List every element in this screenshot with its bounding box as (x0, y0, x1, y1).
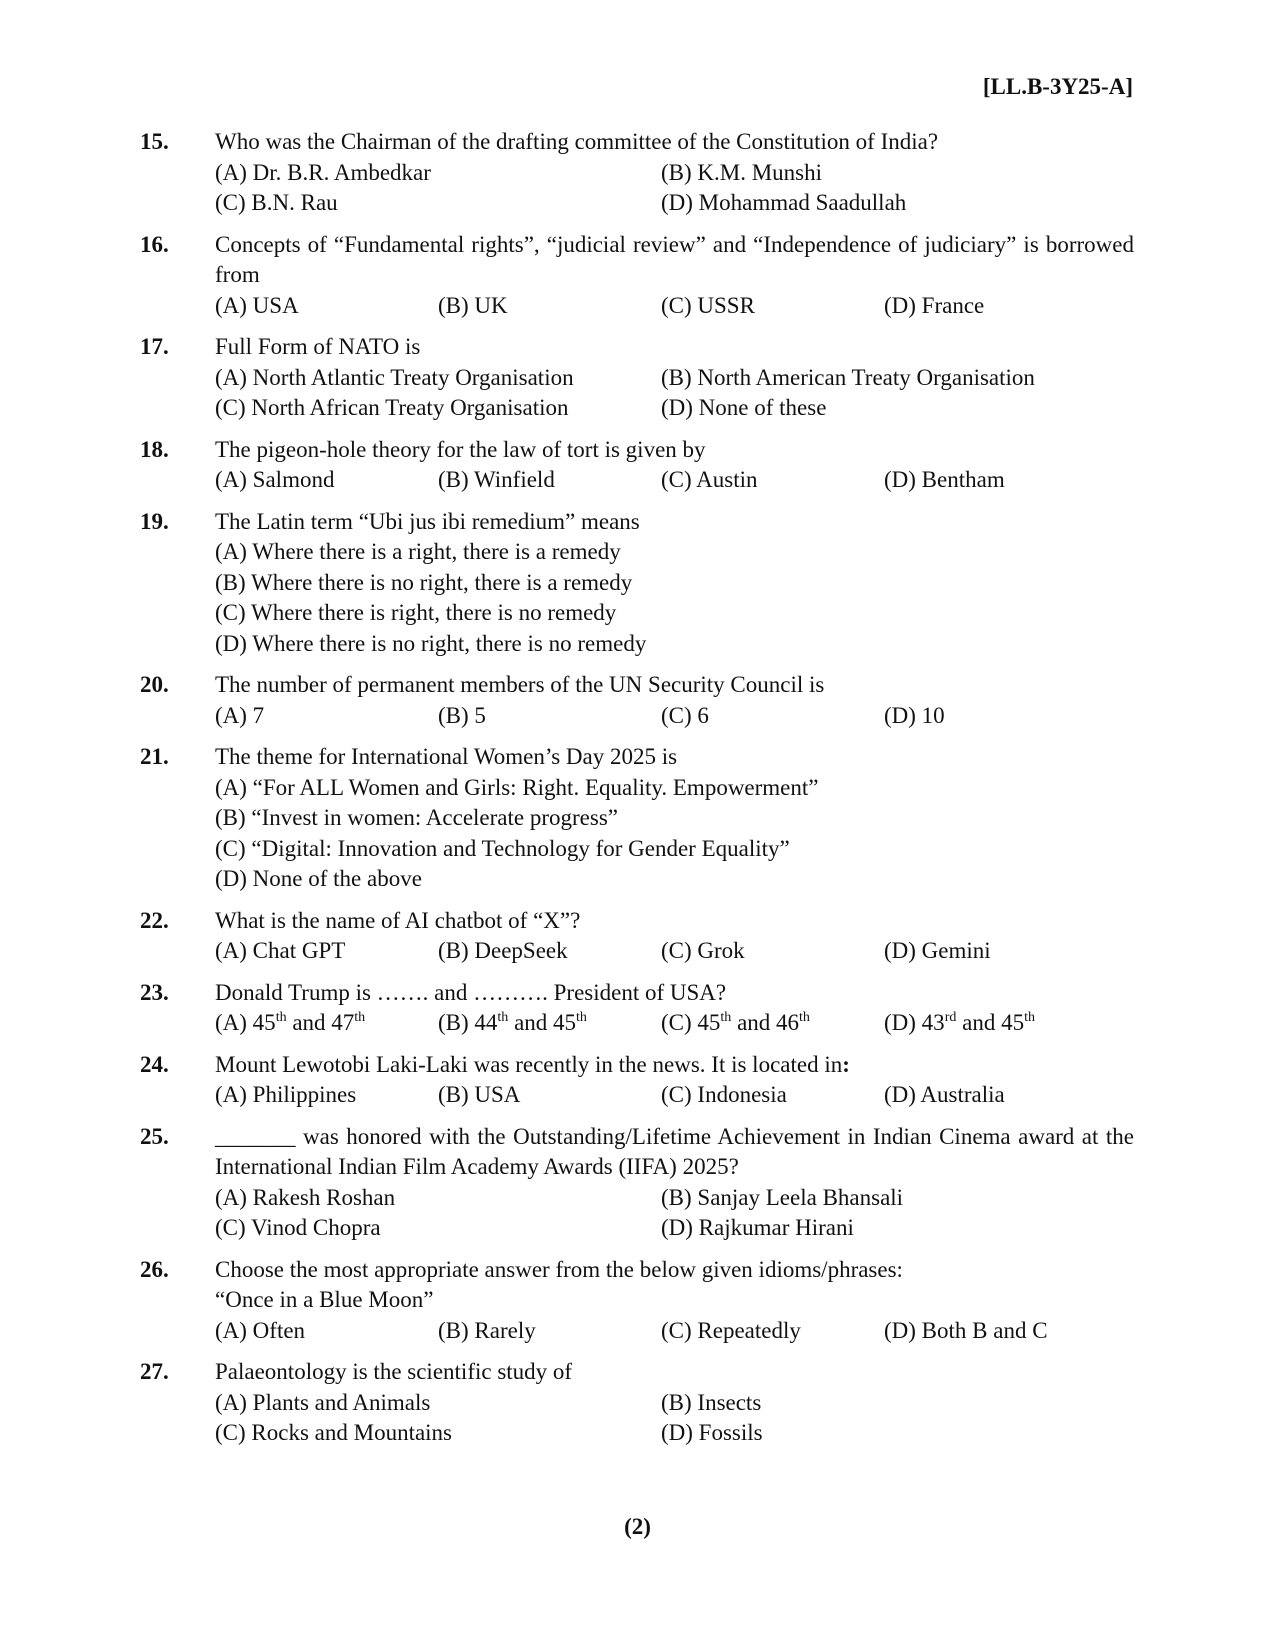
option-a: (A) Chat GPT (215, 938, 346, 963)
option-b: (B) “Invest in women: Accelerate progress” (215, 805, 618, 830)
option-d: (D) Rajkumar Hirani (661, 1215, 854, 1240)
option-c: (C) “Digital: Innovation and Technology for Gender Equality” (215, 835, 790, 861)
question-20 (140, 670, 1134, 731)
paper-code: [LL.B-3Y25-A] (982, 74, 1133, 99)
option-d: (D) Where there is no right, there is no remedy (215, 630, 647, 656)
options (215, 1008, 1134, 1039)
option-b: (B) Where there is no right, there is a remedy (215, 569, 633, 595)
question-number: 26. (140, 1256, 169, 1282)
question-number: 21. (140, 744, 169, 769)
option-d: (D) Fossils (661, 1420, 763, 1445)
question-number: 25. (140, 1123, 169, 1149)
question-list (140, 127, 1134, 1460)
question-19 (140, 507, 1134, 660)
question-number: 20. (140, 672, 169, 697)
options (215, 1316, 1134, 1347)
question-15 (140, 127, 1134, 219)
options (215, 158, 1134, 219)
question-number: 27. (140, 1359, 169, 1384)
question-stem: Mount Lewotobi Laki-Laki was recently in the news. It is located in: (215, 1051, 850, 1077)
question-26 (140, 1255, 1134, 1347)
question-stem: The pigeon-hole theory for the law of tort is given by (215, 436, 706, 462)
options (215, 936, 1134, 967)
idiom-phrase: “Once in a Blue Moon” (215, 1287, 434, 1312)
question-stem: The number of permanent members of the UN Security Council is (215, 672, 825, 697)
option-d: (D) Both B and C (884, 1317, 1048, 1343)
question-stem: Donald Trump is ……. and ………. President of USA? (215, 979, 727, 1005)
option-d: (D) Gemini (884, 938, 991, 963)
question-stem: The Latin term “Ubi jus ibi remedium” means (215, 508, 640, 534)
option-b: (B) K.M. Munshi (661, 159, 823, 185)
options (215, 701, 1134, 732)
options (215, 465, 1134, 496)
option-c: (C) Indonesia (661, 1082, 787, 1107)
question-17 (140, 332, 1134, 424)
option-a: (A) Philippines (215, 1082, 357, 1107)
option-c: (C) B.N. Rau (215, 190, 338, 215)
page-number: (2) (624, 1514, 651, 1539)
question-stem: What is the name of AI chatbot of “X”? (215, 907, 581, 933)
question-number: 24. (140, 1051, 169, 1077)
question-number: 15. (140, 129, 169, 154)
option-a: (A) USA (215, 292, 299, 318)
question-number: 16. (140, 231, 169, 257)
option-d: (D) Australia (884, 1082, 1005, 1107)
option-c: (C) 45th and 46th (661, 1010, 810, 1035)
question-number: 19. (140, 508, 169, 534)
options (215, 773, 1134, 895)
option-c: (C) Vinod Chopra (215, 1215, 381, 1240)
options (215, 291, 1134, 322)
question-16 (140, 230, 1134, 322)
option-c: (C) USSR (661, 292, 755, 318)
option-a: (A) Often (215, 1317, 306, 1343)
option-a: (A) 45th and 47th (215, 1010, 366, 1035)
option-a: (A) 7 (215, 702, 265, 728)
question-stem: Palaeontology is the scientific study of (215, 1359, 573, 1384)
question-number: 23. (140, 979, 169, 1005)
option-b: (B) 44th and 45th (438, 1010, 587, 1035)
options (215, 1183, 1134, 1244)
option-d: (D) 10 (884, 702, 945, 728)
option-b: (B) North American Treaty Organisation (661, 364, 1035, 390)
option-a: (A) Salmond (215, 467, 335, 492)
option-a: (A) Plants and Animals (215, 1389, 431, 1415)
option-d: (D) France (884, 292, 985, 318)
option-b: (B) Sanjay Leela Bhansali (661, 1184, 904, 1210)
options (215, 1080, 1134, 1111)
options (215, 363, 1134, 424)
option-d: (D) Mohammad Saadullah (661, 190, 907, 215)
option-c: (C) Rocks and Mountains (215, 1420, 453, 1445)
option-c: (C) North African Treaty Organisation (215, 395, 569, 420)
option-b: (B) USA (438, 1082, 521, 1107)
options (215, 1388, 1134, 1449)
question-number: 22. (140, 907, 169, 933)
option-b: (B) Rarely (438, 1317, 536, 1343)
question-stem: Choose the most appropriate answer from the below given idioms/phrases: (215, 1256, 903, 1282)
option-a: (A) Dr. B.R. Ambedkar (215, 159, 431, 185)
question-stem: Who was the Chairman of the drafting committee of the Constitution of India? (215, 129, 939, 154)
option-d: (D) Bentham (884, 467, 1005, 492)
option-a: (A) Rakesh Roshan (215, 1184, 396, 1210)
option-b: (B) Insects (661, 1389, 762, 1415)
option-d: (D) None of the above (215, 866, 422, 891)
option-a: (A) North Atlantic Treaty Organisation (215, 364, 574, 390)
question-22 (140, 906, 1134, 967)
question-21 (140, 742, 1134, 895)
option-b: (B) Winfield (438, 467, 555, 492)
option-b: (B) DeepSeek (438, 938, 568, 963)
question-stem: The theme for International Women’s Day 2025 is (215, 744, 678, 769)
question-stem: Full Form of NATO is (215, 334, 421, 359)
option-b: (B) UK (438, 292, 508, 318)
option-c: (C) Where there is right, there is no remedy (215, 600, 617, 625)
options (215, 537, 1134, 659)
question-24 (140, 1050, 1134, 1111)
question-number: 18. (140, 436, 169, 462)
question-number: 17. (140, 334, 169, 359)
question-stem: _______ was honored with the Outstanding/Lifetime Achievement in Indian Cinema award at the International Indian Film Academy Awards (IIFA) 2025? (215, 1123, 1134, 1179)
question-23 (140, 978, 1134, 1039)
option-c: (C) 6 (661, 702, 709, 728)
option-c: (C) Austin (661, 467, 758, 492)
option-d: (D) 43rd and 45th (884, 1010, 1035, 1035)
question-25 (140, 1122, 1134, 1244)
option-c: (C) Grok (661, 938, 745, 963)
question-18 (140, 435, 1134, 496)
question-27 (140, 1357, 1134, 1449)
option-a: (A) Where there is a right, there is a remedy (215, 539, 621, 564)
question-stem: Concepts of “Fundamental rights”, “judicial review” and “Independence of judiciary” is borrowed from (215, 231, 1134, 287)
option-a: (A) “For ALL Women and Girls: Right. Equality. Empowerment” (215, 774, 819, 800)
option-c: (C) Repeatedly (661, 1317, 801, 1343)
option-d: (D) None of these (661, 395, 827, 420)
option-b: (B) 5 (438, 702, 486, 728)
